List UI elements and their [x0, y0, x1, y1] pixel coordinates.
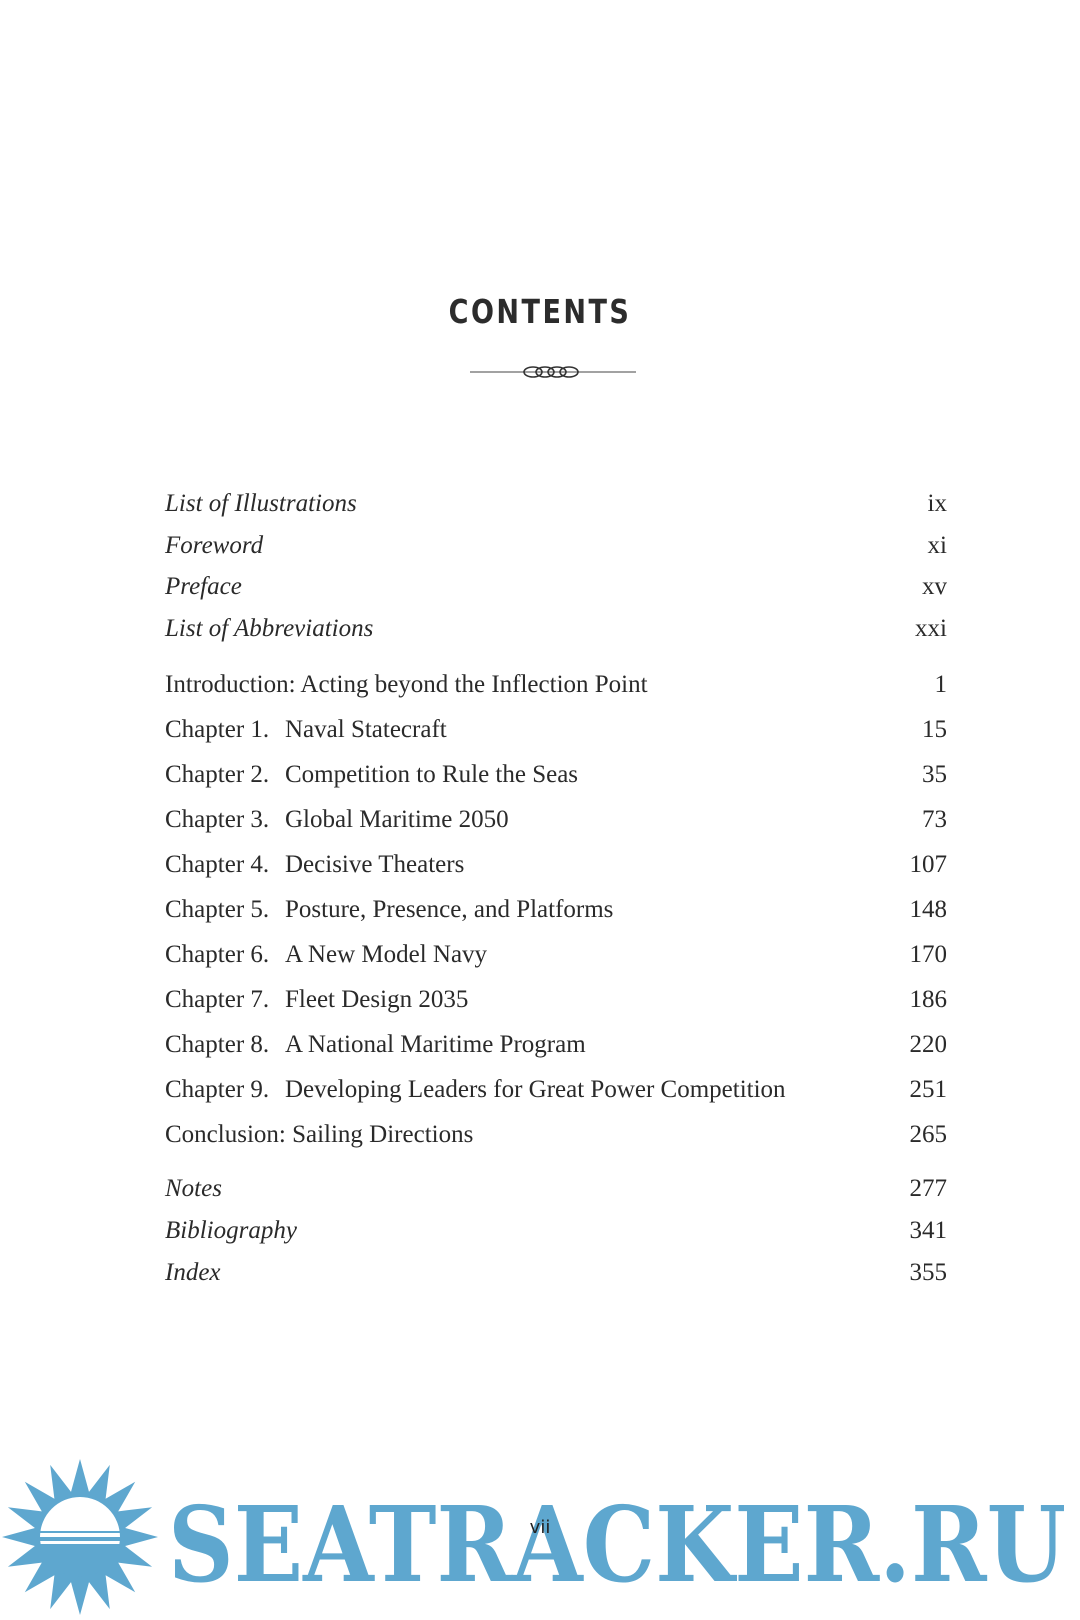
chapter-title: Developing Leaders for Great Power Competition: [285, 1076, 786, 1103]
toc-entry-page: 341: [909, 1217, 947, 1244]
table-of-contents: [165, 0, 947, 1400]
toc-entry-label: Notes: [165, 1175, 222, 1202]
toc-entry-page: 355: [909, 1259, 947, 1286]
page-title: CONTENTS: [448, 292, 632, 331]
chapter-number: Chapter 6.: [165, 941, 270, 968]
toc-entry-page: 220: [909, 1031, 947, 1058]
toc-entry-page: 73: [922, 806, 947, 833]
toc-entry-label: Introduction: Acting beyond the Inflection Point: [165, 671, 648, 698]
toc-entry-label: List of Illustrations: [165, 490, 357, 517]
chapter-number: Chapter 8.: [165, 1031, 270, 1058]
toc-entry-notes[interactable]: [165, 1171, 947, 1207]
toc-entry-chapter-7[interactable]: [165, 982, 947, 1018]
chapter-title: Competition to Rule the Seas: [285, 761, 579, 788]
toc-entry-page: 170: [909, 941, 947, 968]
toc-entry-chapter-9[interactable]: [165, 1072, 947, 1108]
toc-entry-list-of-illustrations[interactable]: [165, 486, 947, 522]
toc-entry-label: Bibliography: [165, 1217, 297, 1244]
toc-entry-chapter-6[interactable]: [165, 937, 947, 973]
toc-entry-page: 277: [909, 1175, 947, 1202]
toc-entry-label: Index: [165, 1259, 221, 1286]
chapter-number: Chapter 1.: [165, 716, 270, 743]
chapter-title: A National Maritime Program: [285, 1031, 586, 1058]
chapter-title: Global Maritime 2050: [285, 806, 509, 833]
toc-entry-page: 186: [909, 986, 947, 1013]
toc-entry-page: 15: [922, 716, 947, 743]
chapter-title: Fleet Design 2035: [285, 986, 469, 1013]
toc-entry-page: 265: [909, 1121, 947, 1148]
toc-entry-label: List of Abbreviations: [165, 615, 374, 642]
toc-entry-foreword[interactable]: [165, 528, 947, 564]
toc-entry-page: 148: [909, 896, 947, 923]
chapter-title: Decisive Theaters: [285, 851, 465, 878]
toc-entry-page: 1: [934, 671, 947, 698]
toc-entry-bibliography[interactable]: [165, 1213, 947, 1249]
toc-entry-page: xxi: [915, 615, 947, 642]
chapter-title: Posture, Presence, and Platforms: [285, 896, 614, 923]
chapter-number: Chapter 7.: [165, 986, 270, 1013]
toc-entry-list-of-abbreviations[interactable]: [165, 611, 947, 647]
toc-entry-label: Conclusion: Sailing Directions: [165, 1121, 474, 1148]
chapter-title: A New Model Navy: [285, 941, 488, 968]
toc-entry-conclusion[interactable]: [165, 1117, 947, 1153]
toc-entry-chapter-5[interactable]: [165, 892, 947, 928]
toc-entry-label: Preface: [165, 573, 242, 600]
toc-entry-page: ix: [927, 490, 947, 517]
toc-entry-chapter-1[interactable]: [165, 712, 947, 748]
toc-entry-index[interactable]: [165, 1255, 947, 1291]
chapter-title: Naval Statecraft: [285, 716, 447, 743]
watermark-text: SEATRACKER.RU: [168, 1483, 1066, 1606]
toc-entry-chapter-3[interactable]: [165, 802, 947, 838]
toc-entry-chapter-4[interactable]: [165, 847, 947, 883]
toc-entry-page: 35: [922, 761, 947, 788]
chapter-number: Chapter 5.: [165, 896, 270, 923]
toc-entry-page: 251: [909, 1076, 947, 1103]
chapter-number: Chapter 9.: [165, 1076, 270, 1103]
toc-entry-chapter-8[interactable]: [165, 1027, 947, 1063]
toc-entry-chapter-2[interactable]: [165, 757, 947, 793]
chapter-number: Chapter 3.: [165, 806, 270, 833]
toc-entry-page: 107: [909, 851, 947, 878]
chapter-number: Chapter 4.: [165, 851, 270, 878]
toc-entry-label: Foreword: [165, 532, 264, 559]
toc-entry-page: xi: [927, 532, 947, 559]
page-number: vii: [529, 1517, 551, 1538]
toc-entry-preface[interactable]: [165, 569, 947, 605]
toc-entry-page: xv: [922, 573, 947, 600]
toc-entry-introduction[interactable]: [165, 667, 947, 703]
chapter-number: Chapter 2.: [165, 761, 270, 788]
